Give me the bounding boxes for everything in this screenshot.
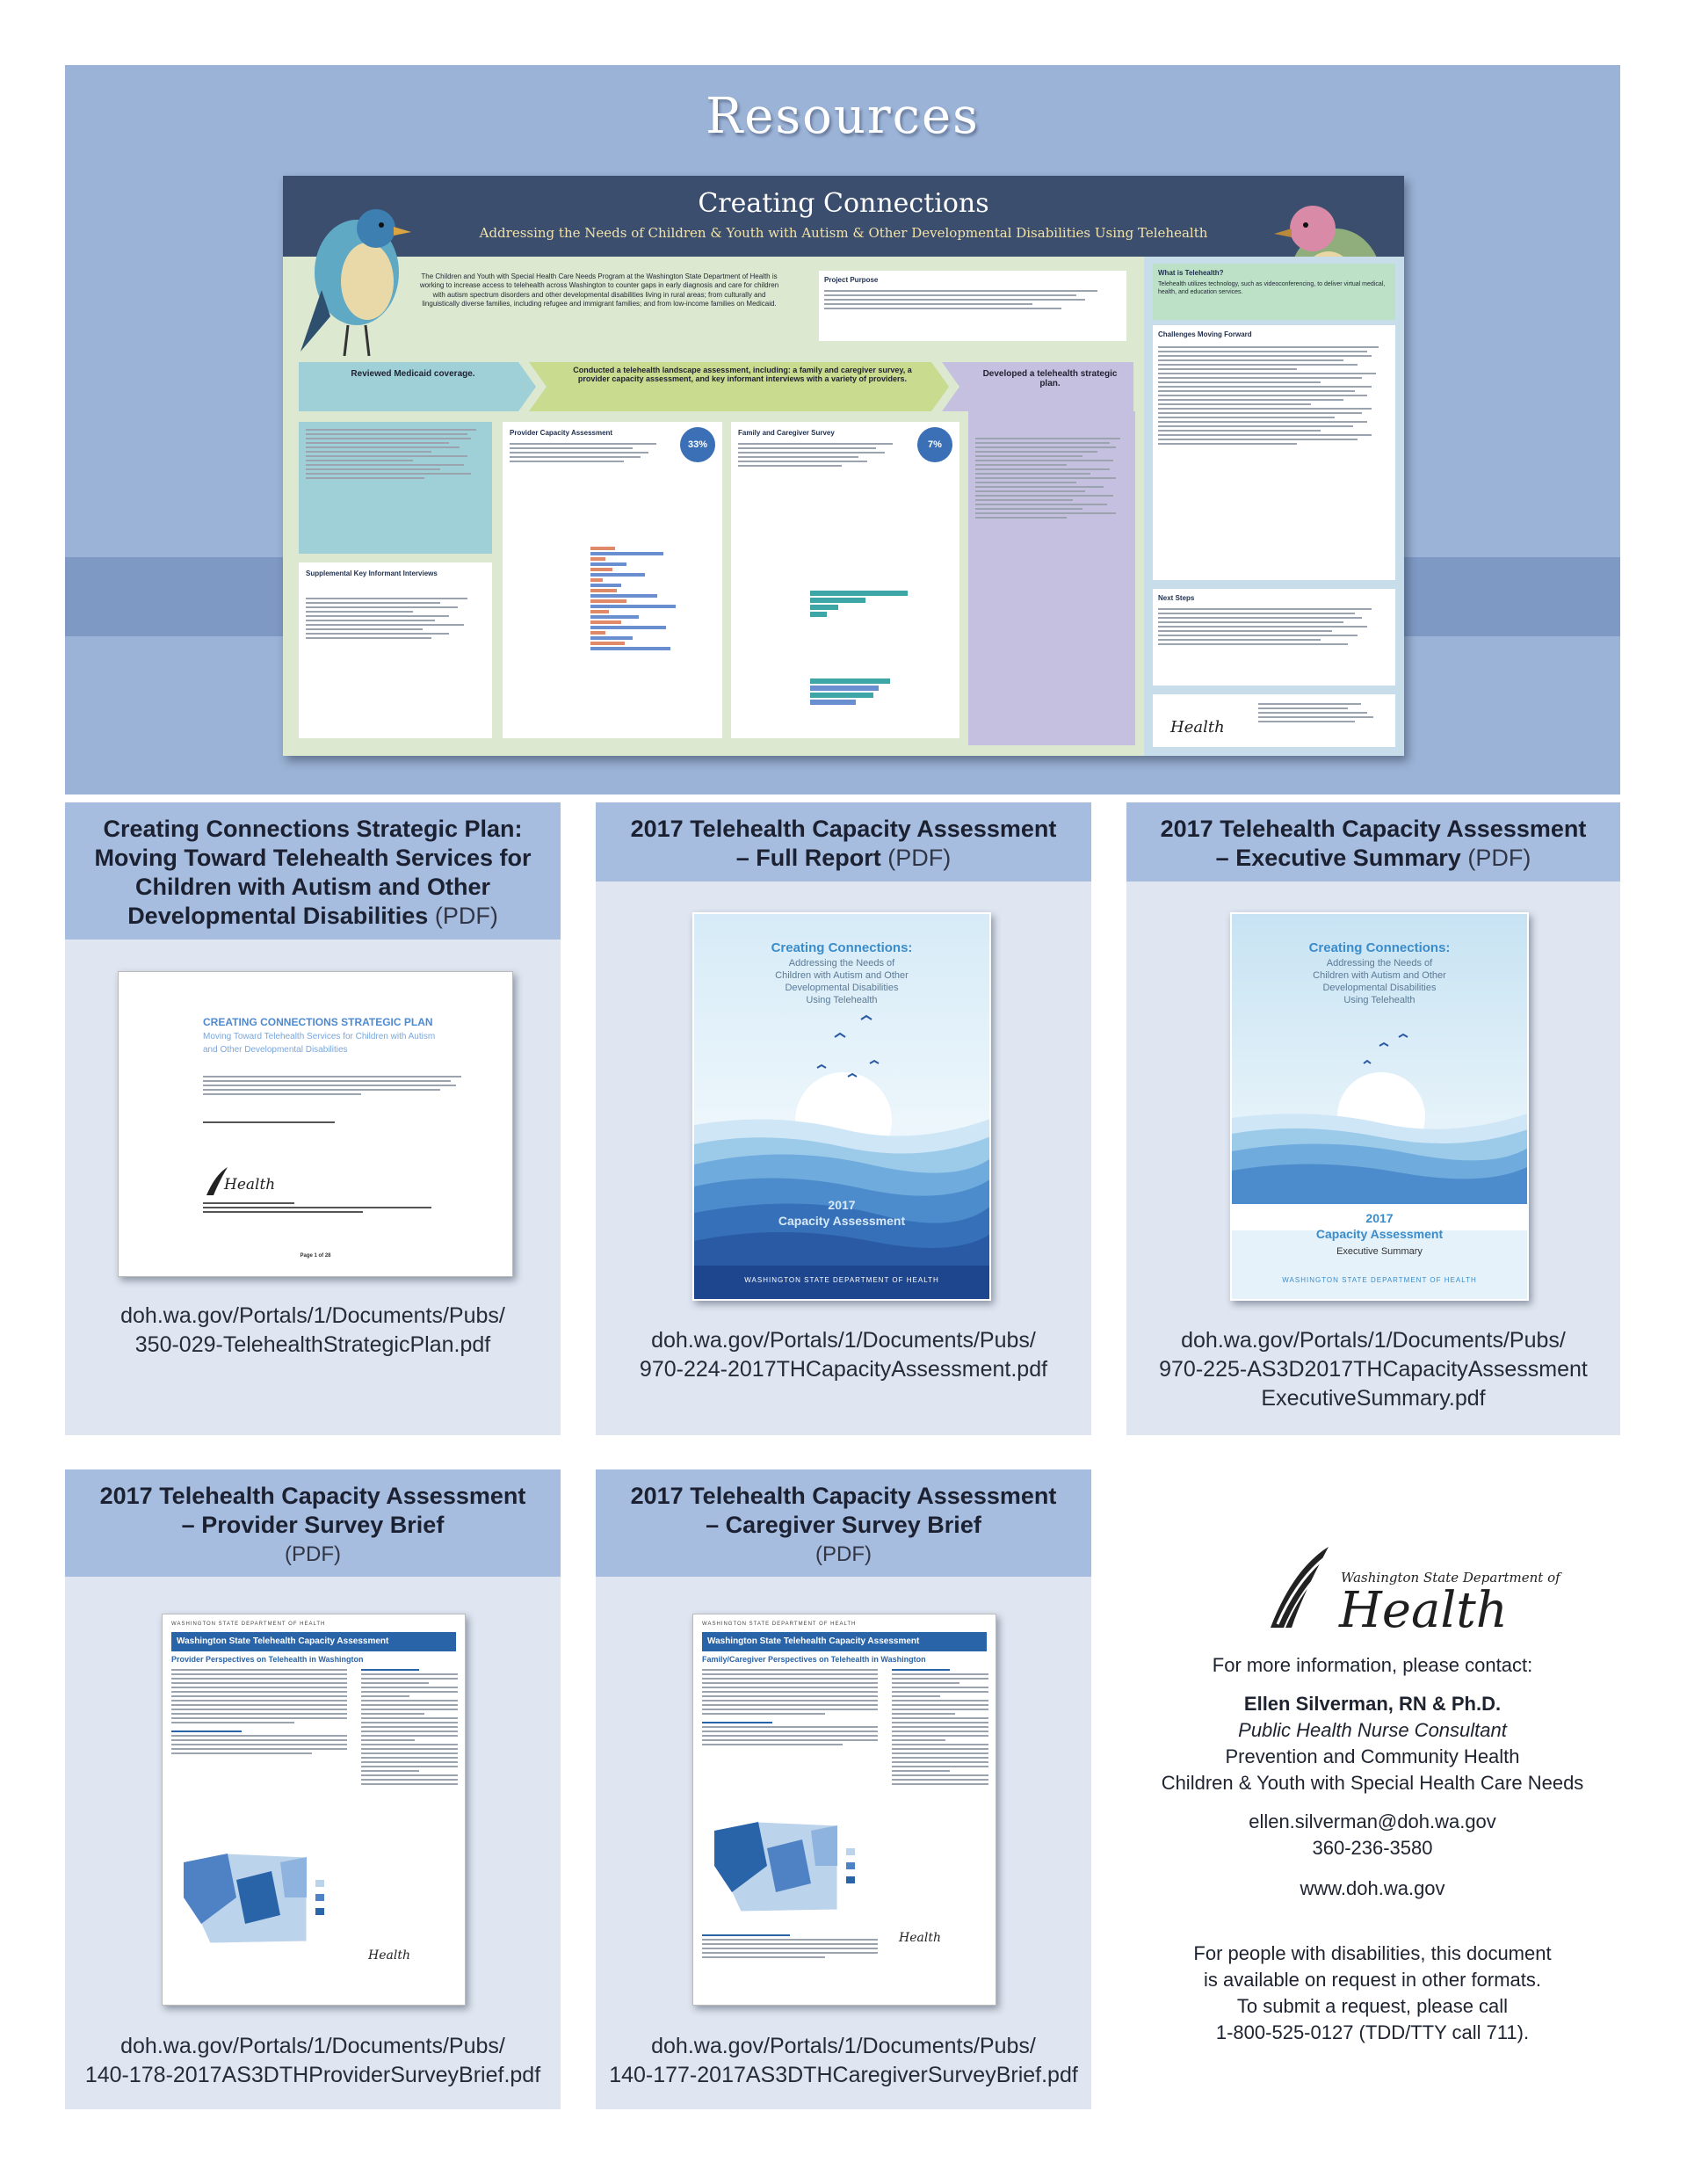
- brief-subtitle: Provider Perspectives on Telehealth in Washington: [171, 1655, 364, 1664]
- cover-dept: WASHINGTON STATE DEPARTMENT OF HEALTH: [744, 1276, 939, 1284]
- cover-title: Creating Connections:: [1308, 940, 1451, 955]
- challenges-text-lines: [1158, 346, 1390, 447]
- challenges-heading: Challenges Moving Forward: [1158, 330, 1252, 338]
- contact-email[interactable]: ellen.silverman@doh.wa.gov: [1249, 1810, 1496, 1832]
- card-header: [65, 1469, 561, 1577]
- project-purpose-heading: Project Purpose: [824, 276, 879, 284]
- cover-sub-4: Using Telehealth: [806, 995, 878, 1005]
- brief-title-bar: Washington State Telehealth Capacity Assessment: [171, 1632, 456, 1651]
- health-logo-mark: [1265, 1543, 1336, 1631]
- thumb-title: CREATING CONNECTIONS STRATEGIC PLAN: [203, 1016, 433, 1028]
- card-header: [1126, 802, 1620, 882]
- washington-county-map: [706, 1813, 881, 1927]
- supplemental-heading: Supplemental Key Informant Interviews: [306, 570, 438, 577]
- provider-text-lines: [510, 443, 673, 465]
- thumb-page-number: Page 1 of 28: [300, 1253, 331, 1259]
- family-text-lines: [738, 443, 910, 469]
- what-is-telehealth-box: [1153, 264, 1395, 320]
- next-steps-box: [1153, 589, 1395, 686]
- next-steps-text-lines: [1158, 608, 1390, 648]
- card-title[interactable]: [65, 815, 561, 931]
- next-steps-heading: Next Steps: [1158, 594, 1195, 602]
- poster-contact-box: [1153, 694, 1395, 747]
- pdf-label: (PDF): [285, 1542, 341, 1566]
- brief-lower-lines: [702, 1934, 878, 1961]
- accessibility-line-3: To submit a request, please call: [1236, 1995, 1509, 2017]
- card-url[interactable]: [596, 2032, 1091, 2090]
- card-url[interactable]: [65, 1302, 561, 1360]
- logo-health-text: Health: [1339, 1582, 1508, 1639]
- poster-contact-lines: [1258, 703, 1387, 725]
- card-title-line-2[interactable]: – Executive Summary: [1215, 845, 1461, 871]
- process-arrows: [299, 362, 1133, 411]
- poster-project-purpose: [819, 271, 1126, 341]
- url-line-1[interactable]: doh.wa.gov/Portals/1/Documents/Pubs/: [651, 2034, 1036, 2058]
- url-line-3[interactable]: ExecutiveSummary.pdf: [1261, 1386, 1486, 1411]
- card-title-line-1[interactable]: 2017 Telehealth Capacity Assessment: [99, 1483, 526, 1509]
- medicaid-box: [299, 422, 492, 554]
- thumb-prepared-line: [203, 1121, 335, 1126]
- executive-summary-cover-thumbnail[interactable]: [1230, 912, 1529, 1301]
- cover-title: Creating Connections:: [771, 940, 913, 955]
- resource-card-full-report: [596, 802, 1091, 1435]
- cover-sub-3: Developmental Disabilities: [1322, 983, 1437, 993]
- cover-dept: WASHINGTON STATE DEPARTMENT OF HEALTH: [1282, 1276, 1477, 1284]
- family-heading: Family and Caregiver Survey: [738, 429, 835, 437]
- url-line-2[interactable]: 970-224-2017THCapacityAssessment.pdf: [639, 1357, 1048, 1382]
- washington-county-map: [175, 1845, 351, 1959]
- contact-role: Public Health Nurse Consultant: [1238, 1719, 1507, 1741]
- contact-org-1: Prevention and Community Health: [1225, 1745, 1520, 1767]
- card-header: [65, 802, 561, 940]
- strategic-plan-box: [968, 411, 1135, 745]
- poster-subtitle: Addressing the Needs of Children & Youth with Autism & Other Developmental Disabilities Using Telehealth: [479, 225, 1208, 241]
- process-step-medicaid: Reviewed Medicaid coverage.: [351, 369, 475, 379]
- cover-name: Capacity Assessment: [778, 1214, 906, 1228]
- strategic-text-lines: [975, 438, 1128, 521]
- contact-block: [1125, 1441, 1620, 2109]
- brief-sidebar-lines: [361, 1669, 458, 1788]
- provider-bar-chart: [590, 545, 712, 652]
- card-title-line-1[interactable]: 2017 Telehealth Capacity Assessment: [630, 816, 1057, 842]
- url-line-2[interactable]: 140-178-2017AS3DTHProviderSurveyBrief.pdf: [84, 2063, 541, 2087]
- cover-year: 2017: [1365, 1211, 1394, 1225]
- family-pct-badge: 7%: [917, 427, 952, 462]
- medicaid-text-lines: [306, 429, 485, 482]
- thumb-footer-lines: [203, 1202, 431, 1215]
- what-heading: What is Telehealth?: [1158, 269, 1224, 277]
- poster-title: Creating Connections: [698, 188, 989, 219]
- brief-subtitle: Family/Caregiver Perspectives on Telehealth in Washington: [702, 1655, 926, 1664]
- brief-logo: Health: [368, 1948, 410, 1963]
- supplemental-box: [299, 562, 492, 738]
- card-title[interactable]: [596, 815, 1091, 873]
- contact-name: Ellen Silverman, RN & Ph.D.: [1243, 1693, 1502, 1715]
- thumb-body-lines: [203, 1076, 467, 1098]
- family-bar-chart: [810, 589, 949, 619]
- process-step-plan: Developed a telehealth strategic plan.: [982, 369, 1118, 388]
- cover-sub-4: Using Telehealth: [1343, 995, 1415, 1005]
- family-box: [731, 422, 959, 738]
- cover-year: 2017: [828, 1198, 856, 1212]
- url-line-1[interactable]: doh.wa.gov/Portals/1/Documents/Pubs/: [120, 2034, 505, 2058]
- full-report-cover-thumbnail[interactable]: [692, 912, 991, 1301]
- supplemental-text-lines: [306, 598, 485, 642]
- accessibility-line-2: is available on request in other formats.: [1204, 1969, 1541, 1991]
- poster-image: [283, 176, 1404, 756]
- brief-dept: WASHINGTON STATE DEPARTMENT OF HEALTH: [702, 1622, 857, 1627]
- card-title[interactable]: [1126, 815, 1620, 873]
- brief-logo: Health: [899, 1931, 941, 1945]
- accessibility-line-1: For people with disabilities, this document: [1193, 1942, 1552, 1964]
- accessibility-line-4: 1-800-525-0127 (TDD/TTY call 711).: [1215, 2021, 1530, 2043]
- card-title[interactable]: [65, 1482, 561, 1569]
- brief-body-lines: [702, 1669, 878, 1748]
- url-line-2[interactable]: 350-029-TelehealthStrategicPlan.pdf: [134, 1332, 491, 1357]
- brief-title-bar: Washington State Telehealth Capacity Assessment: [702, 1632, 987, 1651]
- thumb-logo: Health: [224, 1176, 276, 1194]
- brief-dept: WASHINGTON STATE DEPARTMENT OF HEALTH: [171, 1622, 326, 1627]
- card-url[interactable]: [596, 1326, 1091, 1384]
- url-line-1[interactable]: doh.wa.gov/Portals/1/Documents/Pubs/: [1181, 1328, 1566, 1353]
- resource-card-strategic-plan: [65, 802, 561, 1435]
- card-title-line-1[interactable]: 2017 Telehealth Capacity Assessment: [630, 1483, 1057, 1509]
- family-bar-chart-2: [810, 677, 924, 707]
- url-line-2[interactable]: 140-177-2017AS3DTHCaregiverSurveyBrief.pdf: [609, 2063, 1078, 2087]
- resource-card-provider-brief: [65, 1469, 561, 2109]
- strategic-plan-thumbnail[interactable]: [118, 971, 513, 1277]
- contact-org-2: Children & Youth with Special Health Care Needs: [1161, 1772, 1584, 1794]
- what-text: Telehealth utilizes technology, such as videoconferencing, to deliver virtual medical, health, and education services.: [1158, 281, 1386, 296]
- pdf-label: (PDF): [434, 903, 498, 929]
- card-title-line-2[interactable]: – Full Report: [735, 845, 881, 871]
- cover-name: Capacity Assessment: [1315, 1227, 1444, 1241]
- provider-pct-badge: 33%: [680, 427, 715, 462]
- page-title: Resources: [706, 88, 980, 145]
- resource-card-executive-summary: [1126, 802, 1620, 1435]
- logo-dept-text: Washington State Department of: [1341, 1570, 1560, 1585]
- card-title-line-2[interactable]: – Caregiver Survey Brief: [706, 1512, 981, 1538]
- provider-heading: Provider Capacity Assessment: [510, 429, 613, 437]
- caregiver-brief-thumbnail[interactable]: [692, 1614, 996, 2006]
- cover-sub-2: Children with Autism and Other: [1313, 970, 1446, 981]
- pdf-label: (PDF): [887, 845, 952, 871]
- brief-body-lines: [171, 1669, 347, 1757]
- card-url[interactable]: [65, 2032, 561, 2090]
- purpose-text-lines: [824, 290, 1121, 312]
- card-header: [596, 802, 1091, 882]
- blue-bird-illustration: [295, 185, 418, 360]
- card-title-line-1[interactable]: 2017 Telehealth Capacity Assessment: [1160, 816, 1587, 842]
- card-title-text[interactable]: Creating Connections Strategic Plan: Moving Toward Telehealth Services for Children with Autism and Other Developmental Disabilities: [94, 816, 532, 929]
- pdf-label: (PDF): [1467, 845, 1531, 871]
- card-header: [596, 1469, 1091, 1577]
- url-line-1[interactable]: doh.wa.gov/Portals/1/Documents/Pubs/: [120, 1303, 505, 1328]
- provider-brief-thumbnail[interactable]: [162, 1614, 466, 2006]
- url-line-2[interactable]: 970-225-AS3D2017THCapacityAssessment: [1159, 1357, 1588, 1382]
- contact-phone: 360-236-3580: [1312, 1837, 1433, 1859]
- resource-card-caregiver-brief: [596, 1469, 1091, 2109]
- contact-website[interactable]: www.doh.wa.gov: [1300, 1877, 1445, 1899]
- thumb-subtitle: Moving Toward Telehealth Services for Children with Autism and Other Developmental Disabilities: [203, 1032, 436, 1055]
- cover-sub-1: Addressing the Needs of: [1326, 958, 1433, 969]
- challenges-box: [1153, 325, 1395, 580]
- cover-sub-2: Children with Autism and Other: [775, 970, 909, 981]
- cover-sub-3: Developmental Disabilities: [785, 983, 899, 993]
- card-title[interactable]: [596, 1482, 1091, 1569]
- pdf-label: (PDF): [815, 1542, 872, 1566]
- poster-logo: Health: [1170, 718, 1225, 736]
- process-step-assessment: Conducted a telehealth landscape assessment, including: a family and caregiver survey, a provider capacity assessment, and key informant interviews with a variety of providers.: [573, 366, 912, 383]
- card-title-line-2[interactable]: – Provider Survey Brief: [181, 1512, 445, 1538]
- cover-sub-1: Addressing the Needs of: [788, 958, 895, 969]
- url-line-1[interactable]: doh.wa.gov/Portals/1/Documents/Pubs/: [651, 1328, 1036, 1353]
- provider-box: [503, 422, 722, 738]
- card-url[interactable]: [1126, 1326, 1620, 1413]
- poster-intro: The Children and Youth with Special Health Care Needs Program at the Washington State Department of Health is working to increase access to telehealth across Washington to counter gaps in early diagnosis and care for children with autism spectrum disorders and other developmental disabilities living in rural areas; from culturally and linguistically diverse families, including refugee and immigrant families; and from low-income families on Medicaid.: [419, 272, 779, 308]
- cover-exec: Executive Summary: [1336, 1246, 1423, 1257]
- brief-sidebar-lines: [892, 1669, 988, 1788]
- contact-intro: For more information, please contact:: [1212, 1654, 1533, 1676]
